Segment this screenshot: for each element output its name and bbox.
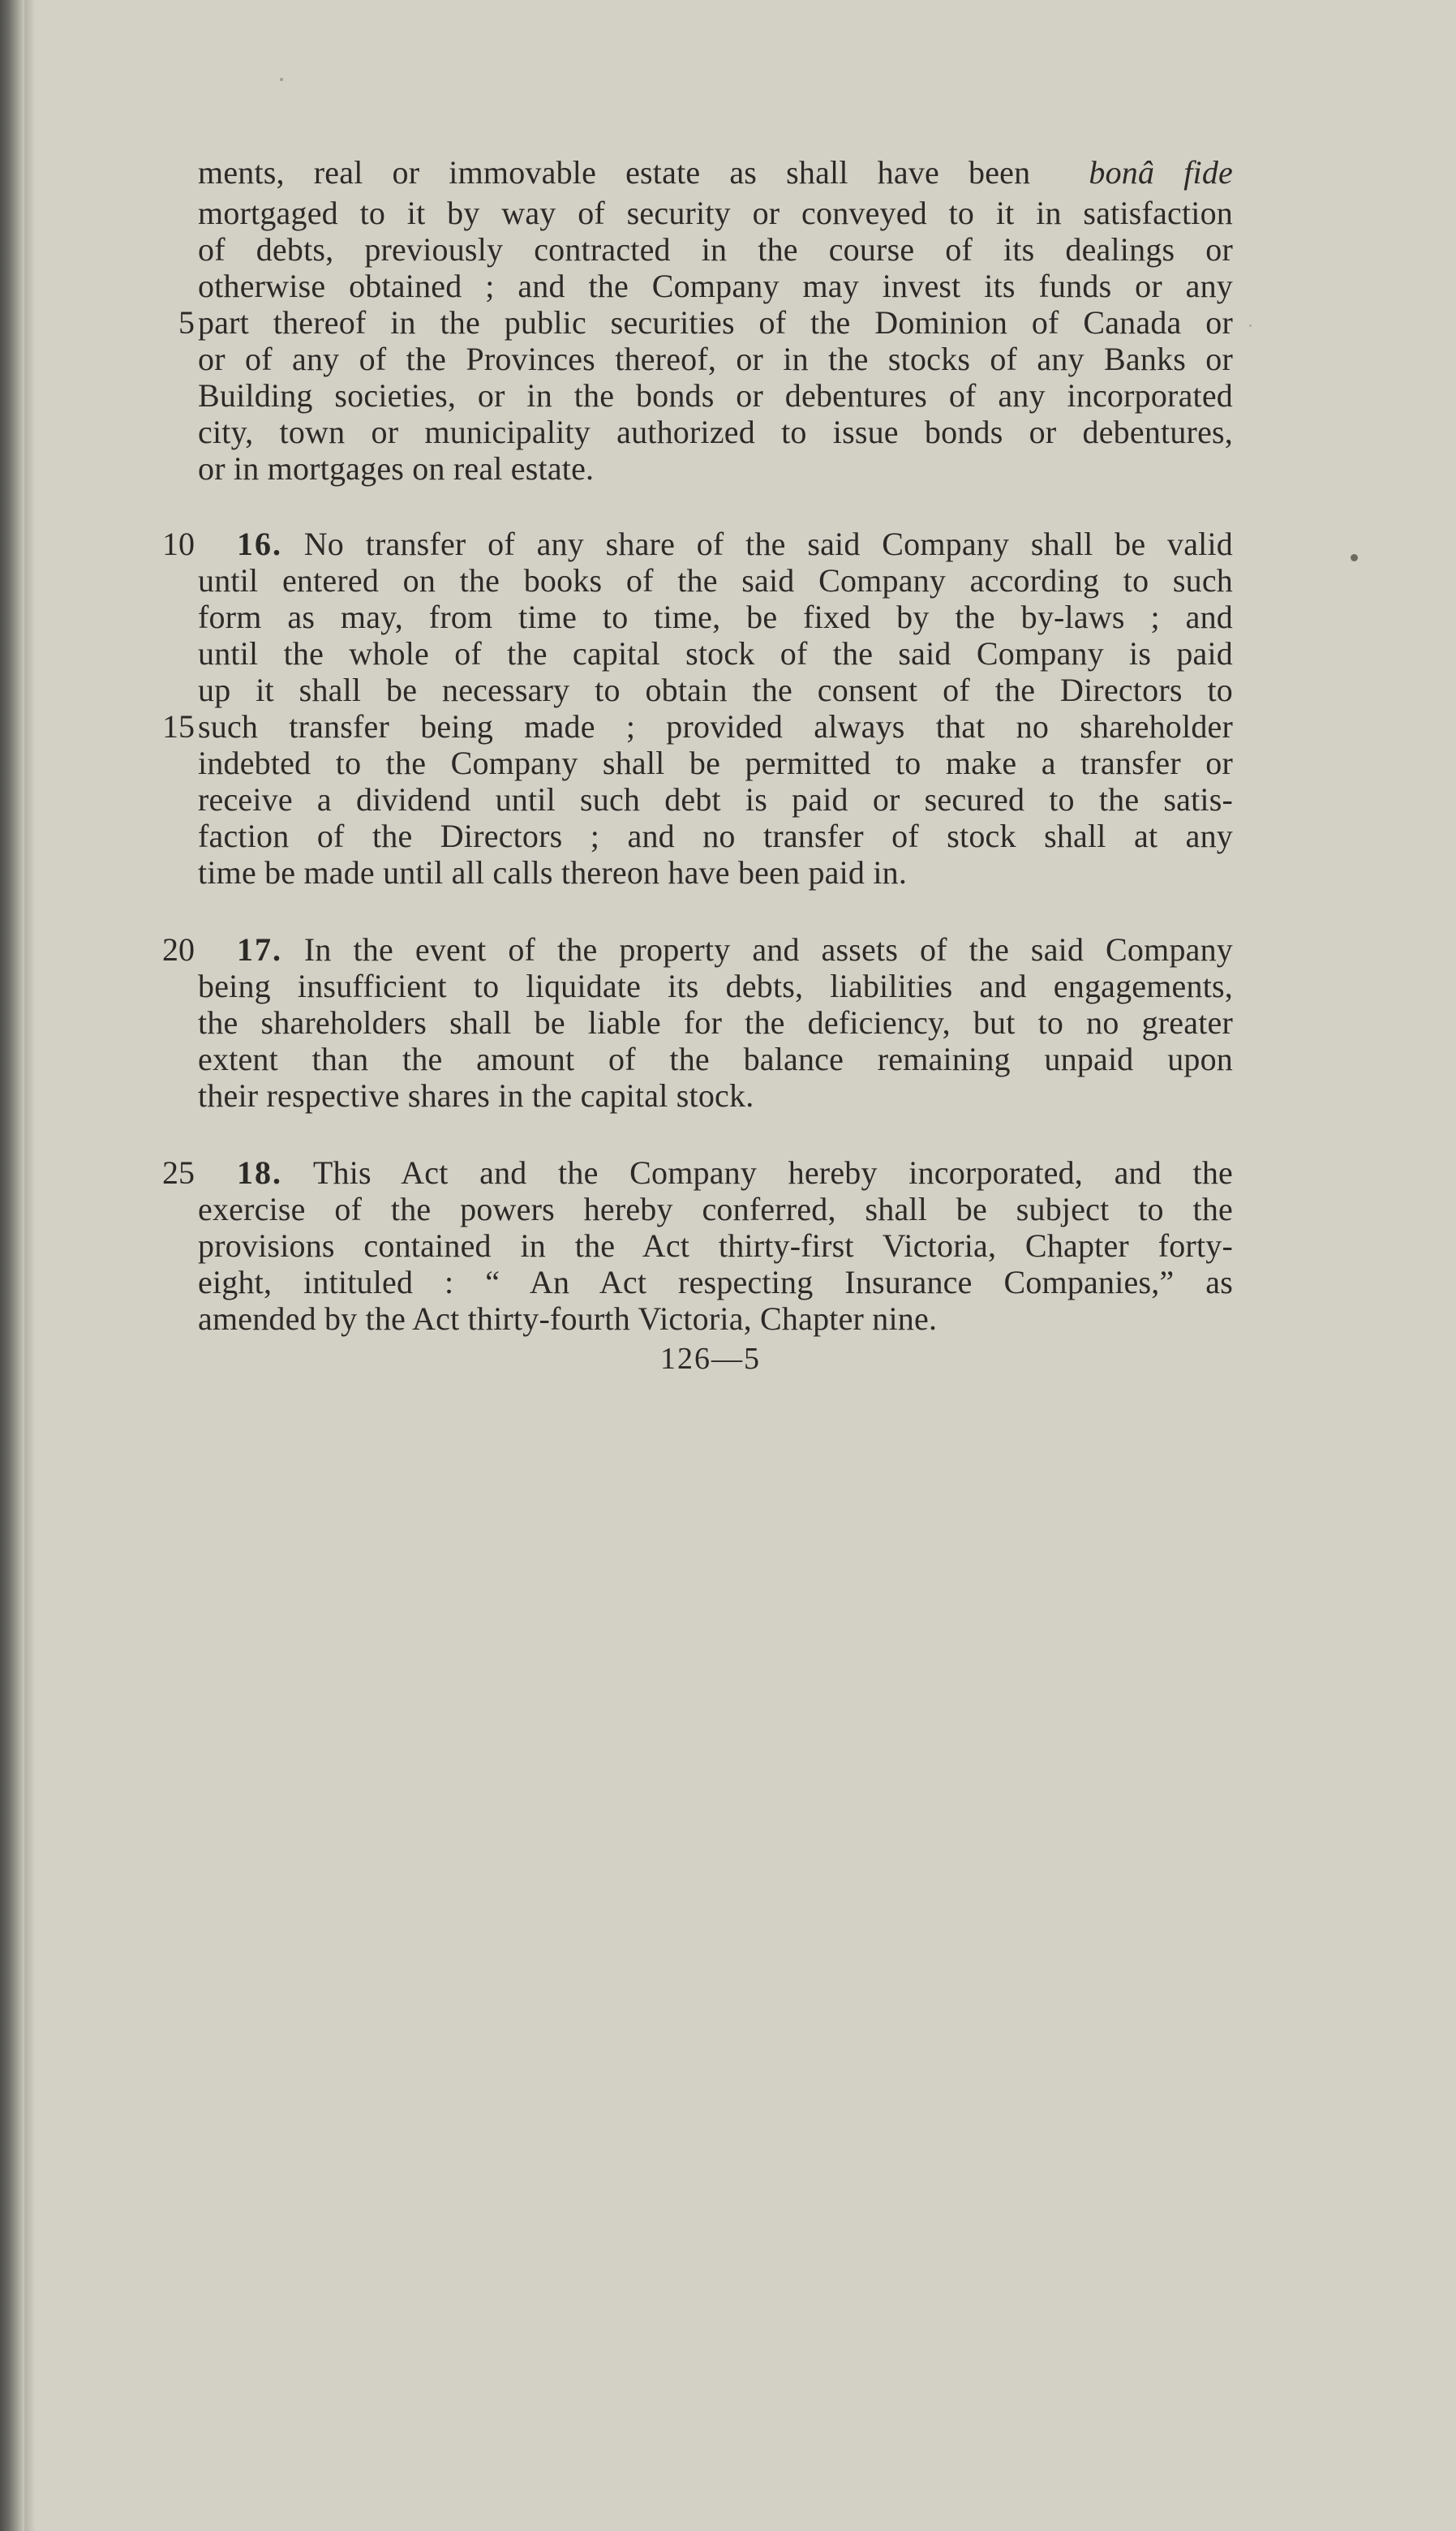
section-number: 16. — [237, 526, 282, 562]
text-line: exercise of the powers hereby conferred, shall be subject to the — [198, 1191, 1233, 1227]
italic-phrase: bonâ fide — [1089, 154, 1233, 191]
line-number: 25 — [162, 1154, 195, 1191]
text-line: being insufficient to liquidate its debts, liabilities and engagements, — [198, 968, 1233, 1004]
text-line: or of any of the Provinces thereof, or in the stocks of any Banks or — [198, 341, 1233, 377]
line-number: 5 — [178, 304, 195, 341]
paper-speck — [1249, 324, 1252, 327]
text-line: faction of the Directors ; and no transfer of stock shall at any — [198, 818, 1233, 854]
text-line: up it shall be necessary to obtain the consent of the Directors to — [198, 672, 1233, 708]
text-line: provisions contained in the Act thirty-first Victoria, Chapter forty- — [198, 1227, 1233, 1264]
binding-edge — [0, 0, 24, 2531]
text-line: their respective shares in the capital stock. — [198, 1077, 754, 1114]
paper-speck — [1351, 554, 1358, 561]
page-signature: 126—5 — [660, 1342, 761, 1376]
text-line: part thereof in the public securities of the Dominion of Canada or — [198, 304, 1233, 341]
text-line: receive a dividend until such debt is paid or secured to the satis- — [198, 781, 1233, 818]
text-line: city, town or municipality authorized to issue bonds or debentures, — [198, 414, 1233, 450]
text-line: time be made until all calls thereon have been paid in. — [198, 854, 908, 891]
text-line: of debts, previously contracted in the course of its dealings or — [198, 231, 1233, 268]
text-line: form as may, from time to time, be fixed by the by-laws ; and — [198, 599, 1233, 635]
line-number: 20 — [162, 931, 195, 968]
text-line: eight, intituled : “ An Act respecting Insurance Companies,” as — [198, 1264, 1233, 1300]
section-16-first-line: 16. No transfer of any share of the said Company shall be valid — [237, 526, 1233, 562]
text-line: otherwise obtained ; and the Company may invest its funds or any — [198, 268, 1233, 304]
section-17-first-line: 17. In the event of the property and assets of the said Company — [237, 931, 1233, 968]
line-number: 15 — [162, 708, 195, 745]
text-line: Building societies, or in the bonds or debentures of any incorporated — [198, 377, 1233, 414]
text-line: until the whole of the capital stock of the said Company is paid — [198, 635, 1233, 672]
text-line: until entered on the books of the said Company according to such — [198, 562, 1233, 599]
text-line: such transfer being made ; provided always that no shareholder — [198, 708, 1233, 745]
binding-shadow — [24, 0, 36, 2531]
text-line: the shareholders shall be liable for the deficiency, but to no greater — [198, 1004, 1233, 1041]
section-number: 17. — [237, 931, 282, 968]
text-line: mortgaged to it by way of security or conveyed to it in satisfaction — [198, 195, 1233, 231]
text-line: amended by the Act thirty-fourth Victoria, Chapter nine. — [198, 1300, 938, 1337]
text-line: or in mortgages on real estate. — [198, 450, 595, 487]
text-line: indebted to the Company shall be permitted to make a transfer or — [198, 745, 1233, 781]
line-number: 10 — [162, 526, 195, 562]
text-line: extent than the amount of the balance remaining unpaid upon — [198, 1041, 1233, 1077]
text-line: ments, real or immovable estate as shall have been bonâ fide — [198, 154, 1233, 191]
paper-speck — [280, 78, 283, 81]
section-18-first-line: 18. This Act and the Company hereby incorporated, and the — [237, 1154, 1233, 1191]
section-number: 18. — [237, 1154, 282, 1191]
